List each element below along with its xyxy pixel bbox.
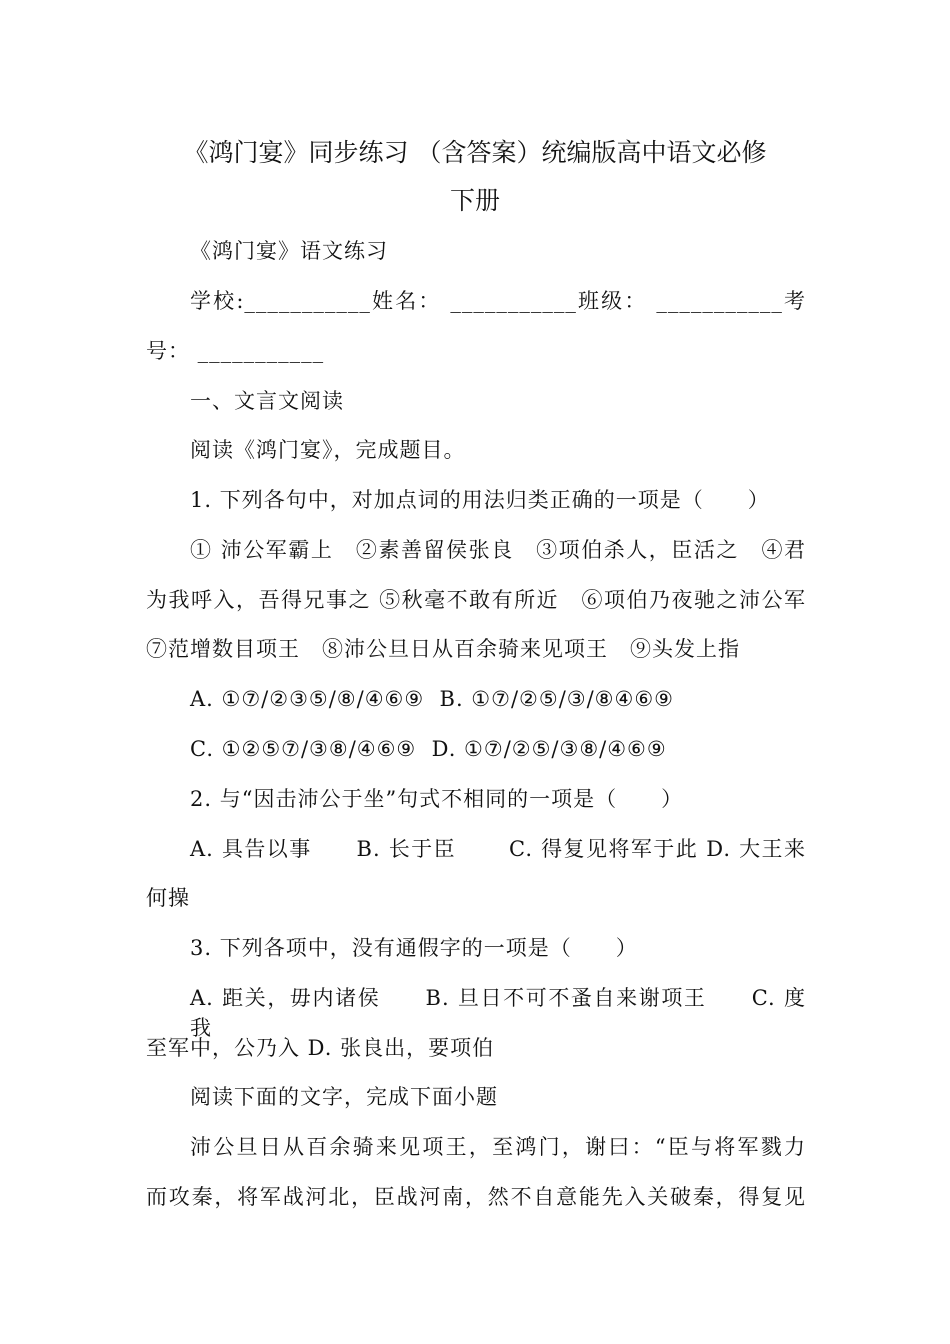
question-2-options-line-1: A. 具告以事 B. 长于臣 C. 得复见将军于此 D. 大王来 <box>190 837 806 861</box>
section-heading: 一、文言文阅读 <box>190 389 344 413</box>
student-info-line-1: 学校:___________姓名： ___________班级： ___________考 <box>190 289 806 313</box>
question-1-options-line-2: C. ①②⑤⑦/③⑧/④⑥⑨ D. ①⑦/②⑤/③⑧/④⑥⑨ <box>190 737 667 761</box>
question-2-options-line-2: 何操 <box>146 886 190 910</box>
passage-line-2: 而攻秦，将军战河北，臣战河南，然不自意能先入关破秦，得复见 <box>146 1185 806 1209</box>
document-title-line-1: 《鸿门宴》同步练习 （含答案）统编版高中语文必修 <box>183 138 767 167</box>
exercise-subtitle: 《鸿门宴》语文练习 <box>190 239 388 263</box>
question-1-stem: 1. 下列各句中，对加点词的用法归类正确的一项是（ ） <box>190 488 770 512</box>
passage-line-1: 沛公旦日从百余骑来见项王，至鸿门，谢曰：“臣与将军戮力 <box>190 1135 806 1159</box>
question-1-items-line-1: ① 沛公军霸上 ②素善留侯张良 ③项伯杀人，臣活之 ④君 <box>190 538 806 562</box>
question-3-options-line-1: A. 距关，毋内诸侯 B. 旦日不可不蚤自来谢项王 C. 度我 <box>190 986 806 1040</box>
reading-instruction: 阅读《鸿门宴》，完成题目。 <box>190 438 466 462</box>
question-3-stem: 3. 下列各项中，没有通假字的一项是（ ） <box>190 936 638 960</box>
document-title-line-2: 下册 <box>449 186 500 215</box>
student-info-line-2: 号： ___________ <box>146 339 325 363</box>
question-1-options-line-1: A. ①⑦/②③⑤/⑧/④⑥⑨ B. ①⑦/②⑤/③/⑧④⑥⑨ <box>190 687 674 711</box>
question-1-items-line-2: 为我呼入，吾得兄事之 ⑤秋毫不敢有所近 ⑥项伯乃夜驰之沛公军 <box>146 588 806 612</box>
reading-instruction-2: 阅读下面的文字，完成下面小题 <box>190 1085 498 1109</box>
question-2-stem: 2. 与“因击沛公于坐”句式不相同的一项是（ ） <box>190 787 684 811</box>
question-3-options-line-2: 至军中，公乃入 D. 张良出，要项伯 <box>146 1036 495 1060</box>
question-1-items-line-3: ⑦范增数目项王 ⑧沛公旦日从百余骑来见项王 ⑨头发上指 <box>146 637 740 661</box>
